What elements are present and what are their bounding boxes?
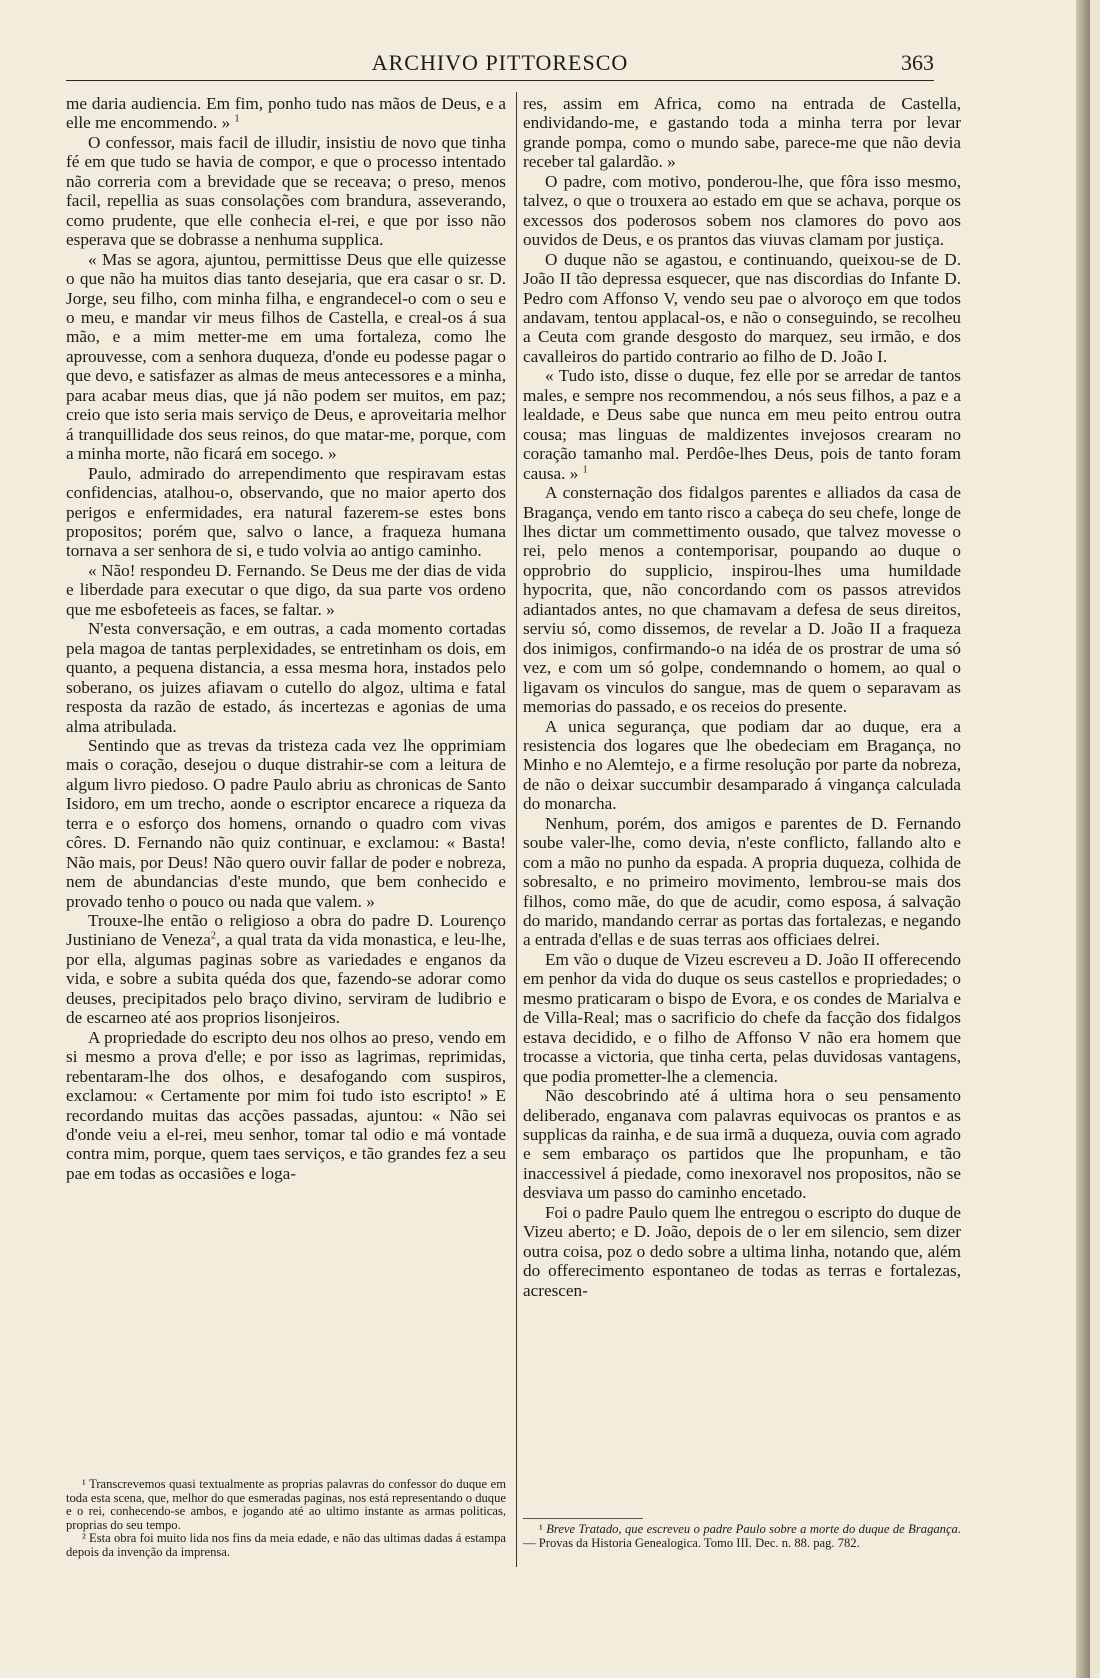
paragraph — [66, 911, 506, 1028]
footnote: ² Esta obra foi muito lida nos fins da meia edade, e não das ultimas dadas á estampa depois da invenção da imprensa. — [66, 1531, 506, 1559]
paragraph — [523, 717, 961, 814]
paragraph — [66, 1028, 506, 1184]
paragraph — [523, 366, 961, 483]
paragraph-text: Trouxe-lhe então o religioso a obra do padre D. Lourenço Justiniano de Veneza — [66, 911, 506, 950]
paragraph — [66, 250, 506, 464]
paragraph — [66, 736, 506, 911]
paragraph — [66, 619, 506, 736]
paragraph — [66, 133, 506, 250]
footnote-source: Breve Tratado, que escreveu o padre Paulo sobre a morte do duque de Bragança. — [546, 1522, 961, 1536]
journal-title: ARCHIVO PITTORESCO — [371, 50, 629, 75]
paragraph — [523, 950, 961, 1086]
footnote — [523, 1523, 961, 1550]
paragraph-text: O duque não se agastou, e continuando, queixou-se de D. João II tão depressa esquecer, que nas discordias do Infante D. Pedro com Affonso V, vendo seu pae o alvoroço em que todos andavam, tentou applacal-os, e não o conseguindo, se recolheu a Ceuta com grande desgosto do marquez, seu irmão, e dos cavalleiros do partido contrario ao filho de D. João I. — [523, 249, 961, 366]
paragraph-text: res, assim em Africa, como na entrada de Castella, endividando-me, e gastando toda a minha terra por levar grande pompa, como o mundo sabe, parece-me que não devia receber tal galardão. » — [523, 94, 961, 172]
paragraph-text: O confessor, mais facil de illudir, insistiu de novo que tinha fé em que tudo se havia de compor, e que o processo intentado não correria com a brevidade que se receava; o preso, menos facil, repellia as suas consolações com brandura, asseverando, como prudente, que elle conhecia el-rei, e que por isso não esperava que se dobrasse a nenhuma supplica. — [66, 132, 506, 250]
footnote-rule — [523, 1518, 643, 1519]
paragraph — [523, 814, 961, 950]
footnote: ¹ Transcrevemos quasi textualmente as proprias palavras do confessor do duque em toda esta scena, que, melhor do que esmeradas paginas, nos está representando o duque e o rei, conhecendo-se ambos, e jogando até ao ultimo instante as armas politicas, proprias do seu tempo. — [66, 1477, 506, 1532]
paragraph — [523, 250, 961, 367]
paragraph — [523, 1086, 961, 1203]
paragraph — [66, 561, 506, 619]
footnote-mark: ¹ — [539, 1522, 543, 1536]
paragraph-text: N'esta conversação, e em outras, a cada momento cortadas pela magoa de tantas perplexidades, se entretinham os dois, em quanto, a pequena distancia, a essa mesma hora, instados pelo soberano, os juizes afiavam o cutello do algoz, ultima e fatal resposta da razão de estado, ás incertezas e agonias de uma alma atribulada. — [66, 619, 506, 736]
footnote-ref: 1 — [582, 463, 588, 475]
paragraph-text: Foi o padre Paulo quem lhe entregou o escripto do duque de Vizeu aberto; e D. João, depois de o ler em silencio, sem dizer outra coisa, poz o dedo sobre a ultima linha, notando que, além do offerecimento espontaneo de todas as terras e fortalezas, acrescen- — [523, 1202, 961, 1300]
right-footnotes — [523, 1523, 961, 1550]
paragraph-text: Paulo, admirado do arrependimento que respiravam estas confidencias, atalhou-o, observando, que no maior aperto dos perigos e enfermidades, era natural fazerem-se estes bons propositos; porém que, salvo o lance, a fraqueza humana tornava a ser senhora de si, e tudo volvia ao antigo caminho. — [66, 463, 506, 561]
paragraph-text: O padre, com motivo, ponderou-lhe, que fôra isso mesmo, talvez, o que o trouxera ao estado em que se achava, porque os excessos dos poderosos sobem nos clamores do povo aos ouvidos de Deus, e os prantos das viuvas clamam por justiça. — [523, 171, 961, 250]
footnote-reference: — Provas da Historia Genealogica. Tomo III. Dec. n. 88. pag. 782. — [523, 1535, 860, 1550]
paragraph-text: « Não! respondeu D. Fernando. Se Deus me der dias de vida e liberdade para executar o que digo, da sua parte vos ordeno que me esbofeteeis as faces, se faltar. » — [66, 560, 506, 619]
column-divider — [516, 92, 517, 1567]
paragraph — [523, 1203, 961, 1300]
paragraph — [523, 172, 961, 250]
paragraph-text: Nenhum, porém, dos amigos e parentes de D. Fernando soube valer-lhe, como devia, n'este conflicto, fallando alto e com a mão no punho da espada. A propria duqueza, colhida de sobresalto, e no primeiro movimento, lembrou-se mais dos filhos, como mãe, do que de acudir, como esposa, á salvação do marido, mandando cerrar as portas das fortalezas, e negando a entrada d'ellas e de suas terras aos officiaes delrei. — [523, 813, 961, 950]
paragraph-text: Não descobrindo até á ultima hora o seu pensamento deliberado, enganava com palavras equivocas os prantos e as supplicas da rainha, e de sua irmã a duqueza, ouvia com agrado e sem embaraço os partidos que lhe propunham, e tão inaccessivel á piedade, como inexoravel nos propositos, não se desviava um passo do caminho encetado. — [523, 1086, 961, 1203]
paragraph — [523, 94, 961, 172]
paragraph-text: Sentindo que as trevas da tristeza cada vez lhe opprimiam mais o coração, desejou o duque distrahir-se com a leitura de algum livro piedoso. O padre Paulo abriu as chronicas de Santo Isidoro, em um trecho, aonde o escriptor encarece a riqueza da terra e o esforço dos homens, ornando o quadro com vivas côres. D. Fernando não quiz continuar, e exclamou: « Basta! Não mais, por Deus! Não quero ouvir fallar de poder e nobreza, nem de abundancias d'este mundo, que bem conhecido e provado tenho o pouco ou nada que valem. » — [66, 735, 506, 911]
running-header — [66, 50, 934, 78]
paragraph-text: « Mas se agora, ajuntou, permittisse Deus que elle quizesse o que não ha muitos dias tanto desejaria, que era casar o sr. D. Jorge, seu filho, com minha filha, e engrandecel-o com o seu e o meu, e mandar vir meus filhos de Castella, e creal-os á sua mão, e a mim metter-me em uma fortaleza, como lhe aprouvesse, com a senhora duqueza, d'onde eu podesse pagar o que devo, e satisfazer as almas de meus antecessores e a minha, para acabar meus dias, que já não podem ser muitos, em paz; creio que isto seria mais serviço de Deus, e aproveitaria melhor á tranquillidade dos seus reinos, do que matar-me, porque, com a minha morte, não ficará em socego. » — [66, 249, 506, 464]
paragraph-text: A unica segurança, que podiam dar ao duque, era a resistencia dos logares que lhe obedeciam em Bragança, no Minho e no Alemtejo, e a firme resolução por parte da nobreza, de não o deixar succumbir desamparado á vingança calculada do monarcha. — [523, 716, 961, 814]
footnote-ref: 2 — [210, 930, 216, 942]
paragraph-text: me daria audiencia. Em fim, ponho tudo nas mãos de Deus, e a elle me encommendo. » — [66, 94, 506, 133]
page-edge — [1076, 0, 1090, 1678]
paragraph — [523, 483, 961, 716]
paragraph-text: « Tudo isto, disse o duque, fez elle por se arredar de tantos males, e sempre nos recommendou, a nós seus filhos, a paz e a lealdade, e Deus sabe que nunca em meu peito entrou outra cousa; mas linguas de maldizentes invejosos crearam no coração tamanho mal. Perdôe-lhes Deus, pois de tanto foram causa. » — [523, 366, 961, 483]
page-number: 363 — [901, 50, 934, 75]
paragraph-text: A propriedade do escripto deu nos olhos ao preso, vendo em si mesmo a prova d'elle; e por isso as lagrimas, reprimidas, rebentaram-lhe dos olhos, e desafogando com suspiros, exclamou: « Certamente por mim foi tudo isto escripto! » E recordando muitas das acções passadas, ajuntou: « Não sei d'onde veiu a el-rei, meu senhor, tomar tal odio e má vontade contra mim, porque, quem taes serviços, e tão grandes fez a seu pae em todas as occasiões e loga- — [66, 1027, 506, 1183]
paragraph — [66, 464, 506, 561]
footnote-ref: 1 — [234, 113, 240, 125]
paragraph-text: , a qual trata da vida monastica, e leu-lhe, por ella, algumas paginas sobre as variedades e enganos da vida, e sobre a subita quéda dos que, fazendo-se adorar como deuses, precipitados pelo braço divino, serviram de ludibrio e de escarneo até aos proprios lisonjeiros. — [66, 930, 506, 1028]
paragraph-text: A consternação dos fidalgos parentes e alliados da casa de Bragança, vendo em tanto risco a cabeça do seu chefe, longe de lhes dictar um commettimento ousado, que talvez movesse o rei, pelo menos a contemporisar, poupando ao duque o opprobrio do supplicio, inspirou-lhes uma humildade hypocrita, que, não concordando com os passos atrevidos adiantados antes, no que chamavam a defesa de seus direitos, serviu só, como dissemos, de revelar a D. João II a fraqueza dos inimigos, confirmando-o na idéa de os prostrar de uma só vez, e com um só golpe, condemnando o homem, ao qual o ligavam os vinculos do sangue, mas de quem o separavam as memorias do passado, e os receios do presente. — [523, 483, 961, 717]
right-column — [523, 94, 961, 1300]
paragraph — [66, 94, 506, 133]
paragraph-text: Em vão o duque de Vizeu escreveu a D. João II offerecendo em penhor da vida do duque os seus castellos e propriedades; o mesmo praticaram o bispo de Evora, e os condes de Marialva e de Villa-Real; mas o sacrificio do chefe da facção dos fidalgos estava decidido, e o filho de Affonso V não era homem que trocasse a victoria, que tinha certa, pelas duvidosas vantagens, que podia prometter-lhe a clemencia. — [523, 949, 961, 1086]
header-rule — [66, 80, 934, 81]
left-column — [66, 94, 506, 1183]
left-footnotes — [66, 1478, 506, 1560]
